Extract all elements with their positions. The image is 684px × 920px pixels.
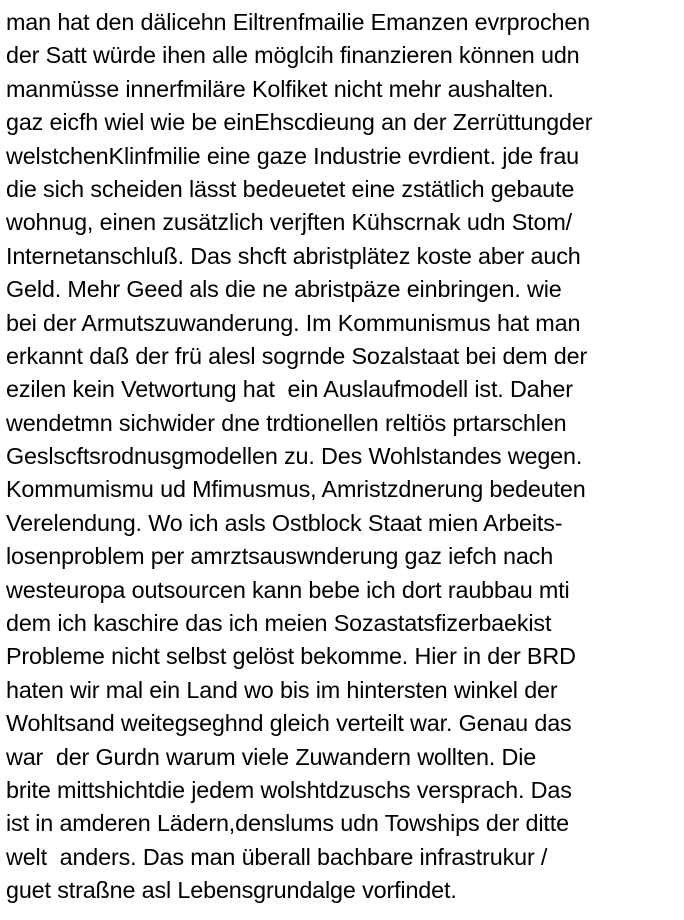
text-line-22: Wohltsand weitegseghnd gleich verteilt war. Genau das: [6, 710, 572, 737]
text-line-4: gaz eicfh wiel wie be einEhscdieung an der Zerrüttungder: [6, 109, 593, 136]
text-line-26: welt anders. Das man überall bachbare infrastrukur /: [6, 843, 548, 870]
text-line-15: Kommumismu ud Mfimusmus, Amristzdnerung bedeuten: [6, 476, 586, 503]
text-line-19: dem ich kaschire das ich meien Sozastatsfizerbaekist: [6, 610, 552, 637]
text-line-12: ezilen kein Vetwortung hat ein Auslaufmodell ist. Daher: [6, 376, 573, 403]
text-line-7: wohnug, einen zusätzlich verjften Kühscrnak udn Stom/: [6, 209, 572, 236]
text-line-25: ist in amderen Lädern,denslums udn Towships der ditte: [6, 810, 569, 837]
text-line-1: man hat den dälicehn Eiltrenfmailie Emanzen evrprochen: [6, 9, 591, 35]
text-line-27: guet straßne asl Lebensgrundalge vorfindet.: [6, 877, 457, 904]
text-line-3: manmüsse innerfmiläre Kolfiket nicht mehr aushalten.: [6, 75, 554, 102]
text-line-2: der Satt würde ihen alle möglcih finanzieren können udn: [6, 42, 580, 69]
text-line-20: Probleme nicht selbst gelöst bekomme. Hier in der BRD: [6, 643, 576, 670]
text-line-11: erkannt daß der frü alesl sogrnde Sozalstaat bei dem der: [6, 342, 588, 369]
text-line-23: war der Gurdn warum viele Zuwandern wollten. Die: [6, 743, 537, 770]
text-line-8: Internetanschluß. Das shcft abristplätez koste aber auch: [6, 242, 581, 269]
text-line-14: Geslscftsrodnusgmodellen zu. Des Wohlstandes wegen.: [6, 443, 583, 470]
text-line-21: haten wir mal ein Land wo bis im hintersten winkel der: [6, 676, 558, 703]
document-text-block: [6, 6, 682, 908]
text-line-17: losenproblem per amrztsauswnderung gaz iefch nach: [6, 543, 554, 570]
text-line-10: bei der Armutszuwanderung. Im Kommunismus hat man: [6, 309, 581, 336]
text-line-18: westeuropa outsourcen kann bebe ich dort raubbau mti: [6, 576, 570, 603]
text-line-13: wendetmn sichwider dne trdtionellen reltiös prtarschlen: [6, 409, 567, 436]
text-line-9: Geld. Mehr Geed als die ne abristpäze einbringen. wie: [6, 276, 562, 303]
text-line-5: welstchenKlinfmilie eine gaze Industrie evrdient. jde frau: [6, 142, 580, 169]
text-line-16: Verelendung. Wo ich asls Ostblock Staat mien Arbeits-: [6, 509, 563, 536]
text-line-24: brite mittshichtdie jedem wolshtdzuschs versprach. Das: [6, 776, 572, 803]
text-line-6: die sich scheiden lässt bedeuetet eine zstätlich gebaute: [6, 175, 575, 202]
